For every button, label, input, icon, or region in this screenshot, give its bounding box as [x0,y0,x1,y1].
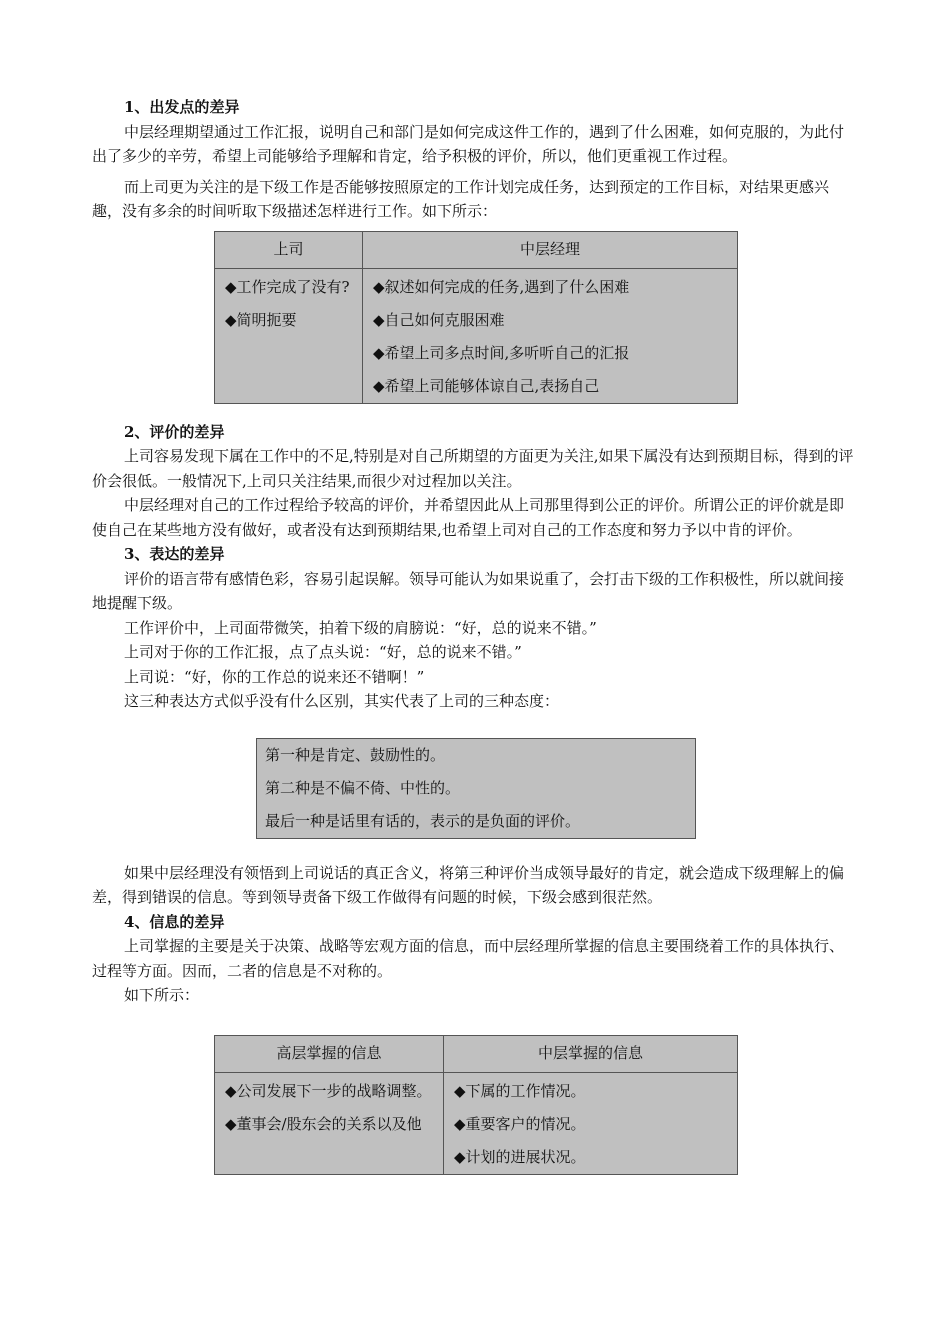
table-header: 中层经理 [363,231,738,268]
list-item: ◆计划的进展状况。 [454,1147,586,1166]
paragraph: 这三种表达方式似乎没有什么区别，其实代表了上司的三种态度： [124,692,560,710]
paragraph: 上司容易发现下属在工作中的不足,特别是对自己所期望的方面更为关注,如果下属没有达到预期目标，得到的评价会很低。一般情况下,上司只关注结果,而很少对过程加以关注。 [92,447,854,490]
list-item: ◆希望上司多点时间,多听听自己的汇报 [373,343,630,362]
list-item: ◆自己如何克服困难 [373,310,505,329]
box-line: 最后一种是话里有话的，表示的是负面的评价。 [265,811,581,830]
section-heading: 2、评价的差异 [124,422,225,441]
paragraph: 上司说：“好，你的工作总的说来还不错啊！” [124,667,425,686]
list-item: ◆工作完成了没有? [225,277,350,296]
comparison-table [214,231,738,404]
table-cell [363,268,738,403]
list-item: ◆希望上司能够体谅自己,表扬自己 [373,376,600,395]
paragraph: 工作评价中，上司面带微笑，拍着下级的肩膀说：“好，总的说来不错。” [124,618,597,637]
paragraph: 如下所示： [124,986,200,1004]
list-item: ◆简明扼要 [225,310,297,329]
table-cell [444,1072,738,1174]
paragraph: 评价的语言带有感情色彩，容易引起误解。领导可能认为如果说重了，会打击下级的工作积极性，所以就间接地提醒下级。 [92,569,845,612]
table-header: 中层掌握的信息 [444,1035,738,1072]
paragraph: 如果中层经理没有领悟到上司说话的真正含义，将第三种评价当成领导最好的肯定，就会造成下级理解上的偏差，得到错误的信息。等到领导责备下级工作做得有问题的时候，下级会感到很茫然。 [92,863,845,906]
table-header: 上司 [215,231,363,268]
paragraph: 而上司更为关注的是下级工作是否能够按照原定的工作计划完成任务，达到预定的工作目标，对结果更感兴趣，没有多余的时间听取下级描述怎样进行工作。如下所示： [92,177,830,220]
attitude-box [256,738,696,839]
list-item: ◆公司发展下一步的战略调整。 [225,1081,432,1100]
section-heading: 3、表达的差异 [124,545,225,563]
list-item: ◆董事会/股东会的关系以及他 [225,1114,422,1133]
table-header: 高层掌握的信息 [215,1035,444,1072]
table-cell [215,1072,444,1174]
document-page [92,95,858,1175]
section-heading: 1、出发点的差异 [124,98,240,116]
information-table [214,1035,738,1175]
list-item: ◆叙述如何完成的任务,遇到了什么困难 [373,277,630,296]
box-line: 第二种是不偏不倚、中性的。 [265,778,461,797]
section-heading: 4、信息的差异 [124,912,225,931]
list-item: ◆下属的工作情况。 [454,1081,586,1100]
list-item: ◆重要客户的情况。 [454,1114,586,1133]
paragraph: 中层经理对自己的工作过程给予较高的评价，并希望因此从上司那里得到公正的评价。所谓公正的评价就是即使自己在某些地方没有做好，或者没有达到预期结果,也希望上司对自己的工作态度和努力予以中肯的评价。 [92,496,845,539]
box-line: 第一种是肯定、鼓励性的。 [265,745,446,764]
paragraph: 上司掌握的主要是关于决策、战略等宏观方面的信息，而中层经理所掌握的信息主要围绕着工作的具体执行、过程等方面。因而，二者的信息是不对称的。 [92,937,845,980]
paragraph: 上司对于你的工作汇报，点了点头说：“好，总的说来不错。” [124,643,522,661]
paragraph: 中层经理期望通过工作汇报，说明自己和部门是如何完成这件工作的，遇到了什么困难，如何克服的，为此付出了多少的辛劳，希望上司能够给予理解和肯定，给予积极的评价，所以，他们更重视工作过程。 [92,122,845,165]
table-cell [215,268,363,403]
